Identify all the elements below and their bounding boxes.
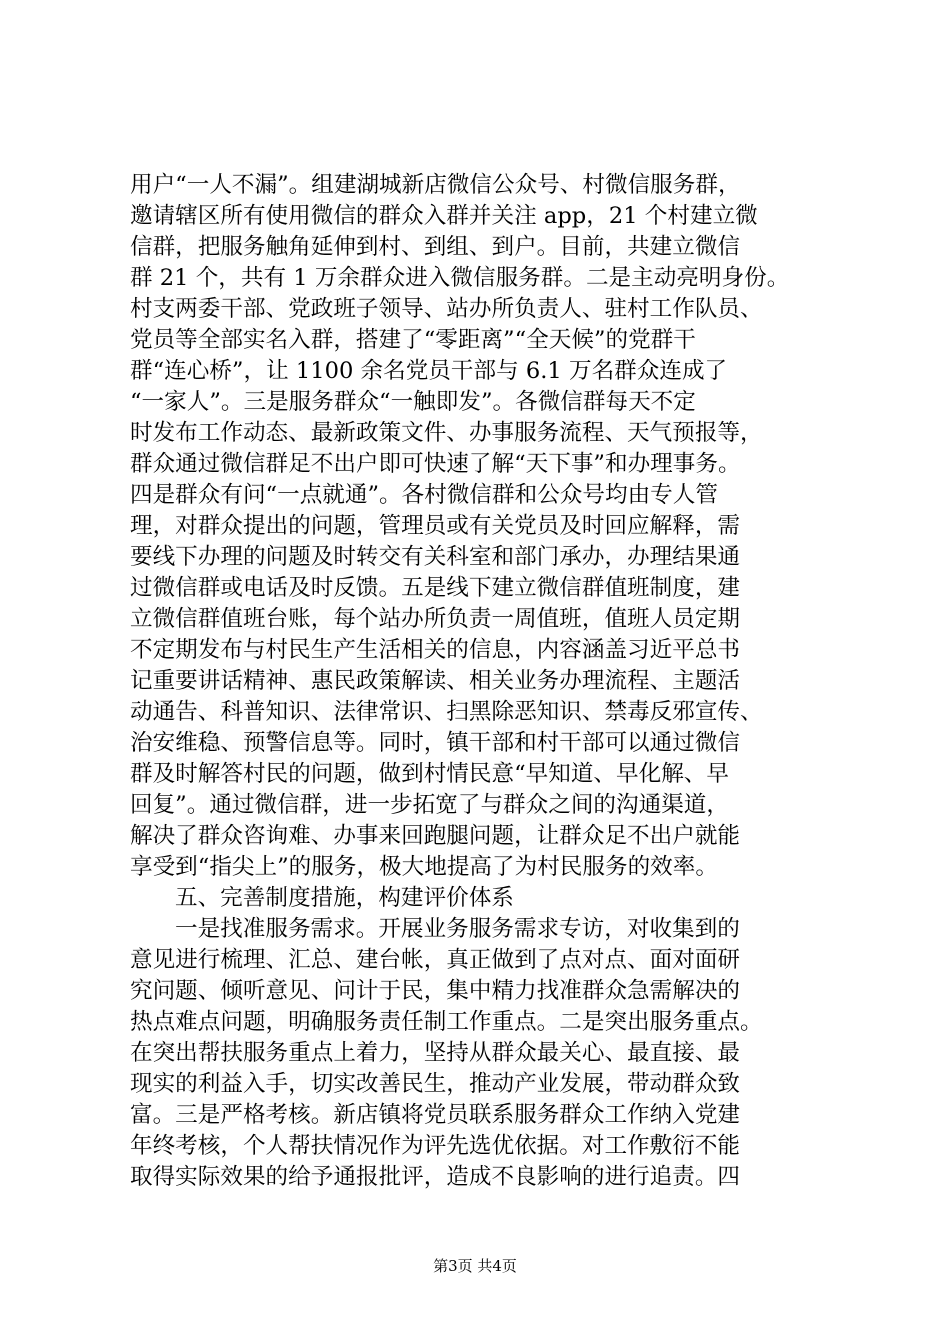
text-line: 四是群众有问“一点就通”。各村微信群和公众号均由专人管 [130,482,718,508]
page-number: 第3页 共4页 [433,1257,517,1275]
text-line: 要线下办理的问题及时转交有关科室和部门承办，办理结果通 [130,544,741,570]
text-line: 治安维稳、预警信息等。同时，镇干部和村干部可以通过微信 [130,730,741,756]
text-line: 不定期发布与村民生产生活相关的信息，内容涵盖习近平总书 [130,637,741,663]
text-line: 群众通过微信群足不出户即可快速了解“天下事”和办理事务。 [130,451,741,477]
text-line: 立微信群值班台账，每个站办所负责一周值班，值班人员定期 [130,606,741,632]
text-line: 理，对群众提出的问题，管理员或有关党员及时回应解释，需 [130,513,741,539]
section-heading [130,883,820,914]
text-line: “一家人”。三是服务群众“一触即发”。各微信群每天不定 [130,389,696,415]
text-line: 群“连心桥”，让 1100 余名党员干部与 6.1 万名群众连成了 [130,358,728,384]
text-line: 意见进行梳理、汇总、建台帐，真正做到了点对点、面对面研 [130,947,741,973]
text-line: 解决了群众咨询难、办事来回跑腿问题，让群众足不出户就能 [130,823,741,849]
text-line: 在突出帮扶服务重点上着力，坚持从群众最关心、最直接、最 [130,1040,741,1066]
text-line: 用户“一人不漏”。组建湖城新店微信公众号、村微信服务群， [130,172,741,198]
text-line: 现实的利益入手，切实改善民生，推动产业发展，带动群众致 [130,1071,741,1097]
text-line: 富。三是严格考核。新店镇将党员联系服务群众工作纳入党建 [130,1102,741,1128]
text-line: 究问题、倾听意见、问计于民，集中精力找准群众急需解决的 [130,978,741,1004]
page-footer [0,1256,950,1276]
section-heading-text: 五、完善制度措施，构建评价体系 [175,885,514,911]
text-line: 过微信群或电话及时反馈。五是线下建立微信群值班制度，建 [130,575,741,601]
text-line: 动通告、科普知识、法律常识、扫黑除恶知识、禁毒反邪宣传、 [130,699,763,725]
text-line: 一是找准服务需求。开展业务服务需求专访，对收集到的 [175,916,740,942]
text-line: 信群，把服务触角延伸到村、到组、到户。目前，共建立微信 [130,234,741,260]
text-line: 年终考核，个人帮扶情况作为评先选优依据。对工作敷衍不能 [130,1133,741,1159]
text-line: 党员等全部实名入群，搭建了“零距离”“全天候”的党群干 [130,327,696,353]
text-line: 群及时解答村民的问题，做到村情民意“早知道、早化解、早 [130,761,729,787]
text-line: 群 21 个，共有 1 万余群众进入微信服务群。二是主动亮明身份。 [130,265,790,291]
text-line: 热点难点问题，明确服务责任制工作重点。二是突出服务重点。 [130,1009,763,1035]
text-line: 享受到“指尖上”的服务，极大地提高了为村民服务的效率。 [130,854,718,880]
text-line: 取得实际效果的给予通报批评，造成不良影响的进行追责。四 [130,1164,741,1190]
text-line: 记重要讲话精神、惠民政策解读、相关业务办理流程、主题活 [130,668,741,694]
document-body [130,170,820,1193]
text-line: 邀请辖区所有使用微信的群众入群并关注 app，21 个村建立微 [130,203,758,229]
text-line: 时发布工作动态、最新政策文件、办事服务流程、天气预报等， [130,420,763,446]
paragraph-3 [130,914,820,1193]
text-line: 村支两委干部、党政班子领导、站办所负责人、驻村工作队员、 [130,296,763,322]
paragraph-1 [130,170,820,883]
text-line: 回复”。通过微信群，进一步拓宽了与群众之间的沟通渠道， [130,792,729,818]
